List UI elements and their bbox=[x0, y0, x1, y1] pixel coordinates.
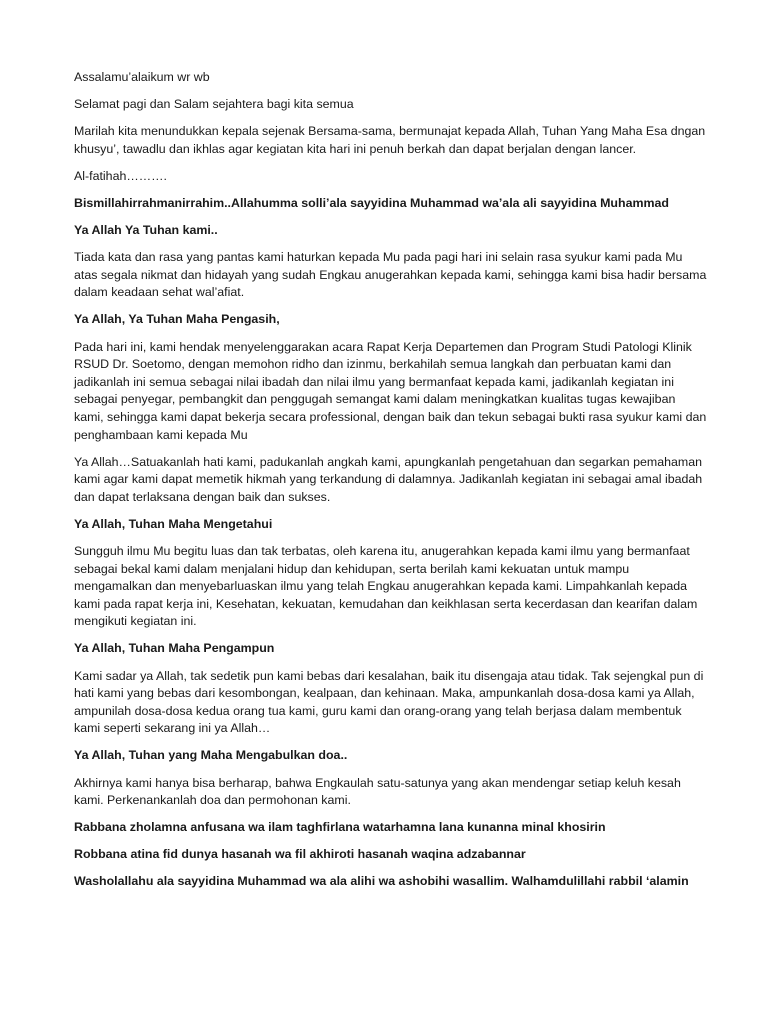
morning-greeting: Selamat pagi dan Salam sejahtera bagi kita semua bbox=[74, 97, 354, 112]
knowledge-paragraph: Sungguh ilmu Mu begitu luas dan tak terbatas, oleh karena itu, anugerahkan kepada kami ilmu yang bermanfaat sebagai bekal kami dalam menjalani hidup dan kehidupan, serta berilah kami kekuatan untuk mampu mengamalkan dan menyebarluaskan ilmu yang telah Engkau anugerahkan kepada kami. Limpahkanlah kepada kami pada rapat kerja ini, Kesehatan, kekuatan, kemudahan dan keikhlasan serta kecerdasan dan kearifan dalam mengikuti kegiatan ini. bbox=[74, 543, 698, 629]
greeting: Assalamu’alaikum wr wb bbox=[74, 70, 210, 84]
prayer-robbana-atina: Robbana atina fid dunya hasanah wa fil akhiroti hasanah waqina adzabannar bbox=[74, 847, 526, 862]
rapat-kerja-paragraph: Pada hari ini, kami hendak menyelenggarakan acara Rapat Kerja Departemen dan Program Studi Patologi Klinik RSUD Dr. Soetomo, dengan memohon ridho dan izinmu, berkahilah semua langkah dan perbuatan kami dan jadikanlah ini semua sebagai nilai ibadah dan nilai ilmu yang bermanfaat kepada kami, jadikanlah kegiatan ini sebagai penyegar, pembangkit dan penggugah semangat kami dalam meningkatkan kualitas tugas kewajiban kami, sehingga kami dapat bekerja secara professional, dengan baik dan tekun sebagai bukti rasa syukur kami dan penghambaan kami kepada Mu bbox=[74, 339, 707, 442]
opening-invitation: Marilah kita menundukkan kepala sejenak Bersama-sama, bermunajat kepada Allah, Tuhan Yang Maha Esa dngan khusyu’, tawadlu dan ikhlas agar kegiatan kita hari ini penuh berkah dan dapat berjalan dengan lancer. bbox=[74, 124, 706, 156]
forgiveness-paragraph: Kami sadar ya Allah, tak sedetik pun kami bebas dari kesalahan, baik itu disengaja atau tidak. Tak sejengkal pun di hati kami yang bebas dari kesombongan, kealpaan, dan kehinaan. Maka, ampunkanlah dosa-dosa kami ya Allah, ampunilah dosa-dosa kedua orang tua kami, guru kami dan orang-orang yang telah berjasa dalam membentuk kami seperti sekarang ini ya Allah… bbox=[74, 668, 704, 736]
heading-maha-pengampun: Ya Allah, Tuhan Maha Pengampun bbox=[74, 641, 275, 656]
heading-maha-pengasih: Ya Allah, Ya Tuhan Maha Pengasih, bbox=[74, 312, 280, 327]
gratitude-paragraph: Tiada kata dan rasa yang pantas kami haturkan kepada Mu pada pagi hari ini selain rasa syukur kami pada Mu atas segala nikmat dan hidayah yang sudah Engkau anugerahkan kepada kami, sehingga kami bisa hadir bersama dalam keadaan sehat wal’afiat. bbox=[74, 250, 707, 300]
closing-hope-paragraph: Akhirnya kami hanya bisa berharap, bahwa Engkaulah satu-satunya yang akan mendengar setiap keluh kesah kami. Perkenankanlah doa dan permohonan kami. bbox=[74, 775, 681, 808]
heading-maha-mengetahui: Ya Allah, Tuhan Maha Mengetahui bbox=[74, 516, 273, 531]
heading-ya-allah-tuhan-kami: Ya Allah Ya Tuhan kami.. bbox=[74, 223, 218, 238]
bismillah-sholawat: Bismillahirrahmanirrahim..Allahumma solli’ala sayyidina Muhammad wa’ala ali sayyidina Muhammad bbox=[74, 195, 669, 210]
closing-sholawat: Washolallahu ala sayyidina Muhammad wa ala alihi wa ashobihi wasallim. Walhamdulillahi rabbil ‘alamin bbox=[74, 874, 689, 889]
al-fatihah: Al-fatihah………. bbox=[74, 168, 167, 183]
heading-maha-mengabulkan-doa: Ya Allah, Tuhan yang Maha Mengabulkan doa.. bbox=[74, 748, 348, 763]
prayer-rabbana-zholamna: Rabbana zholamna anfusana wa ilam taghfirlana watarhamna lana kunanna minal khosirin bbox=[74, 820, 606, 835]
unity-paragraph: Ya Allah…Satuakanlah hati kami, padukanlah angkah kami, apungkanlah pengetahuan dan segarkan pemahaman kami agar kami dapat memetik hikmah yang terkandung di dalamnya. Jadikanlah kegiatan ini sebagai amal ibadah dan dapat terlaksana dengan baik dan sukses. bbox=[74, 454, 703, 504]
